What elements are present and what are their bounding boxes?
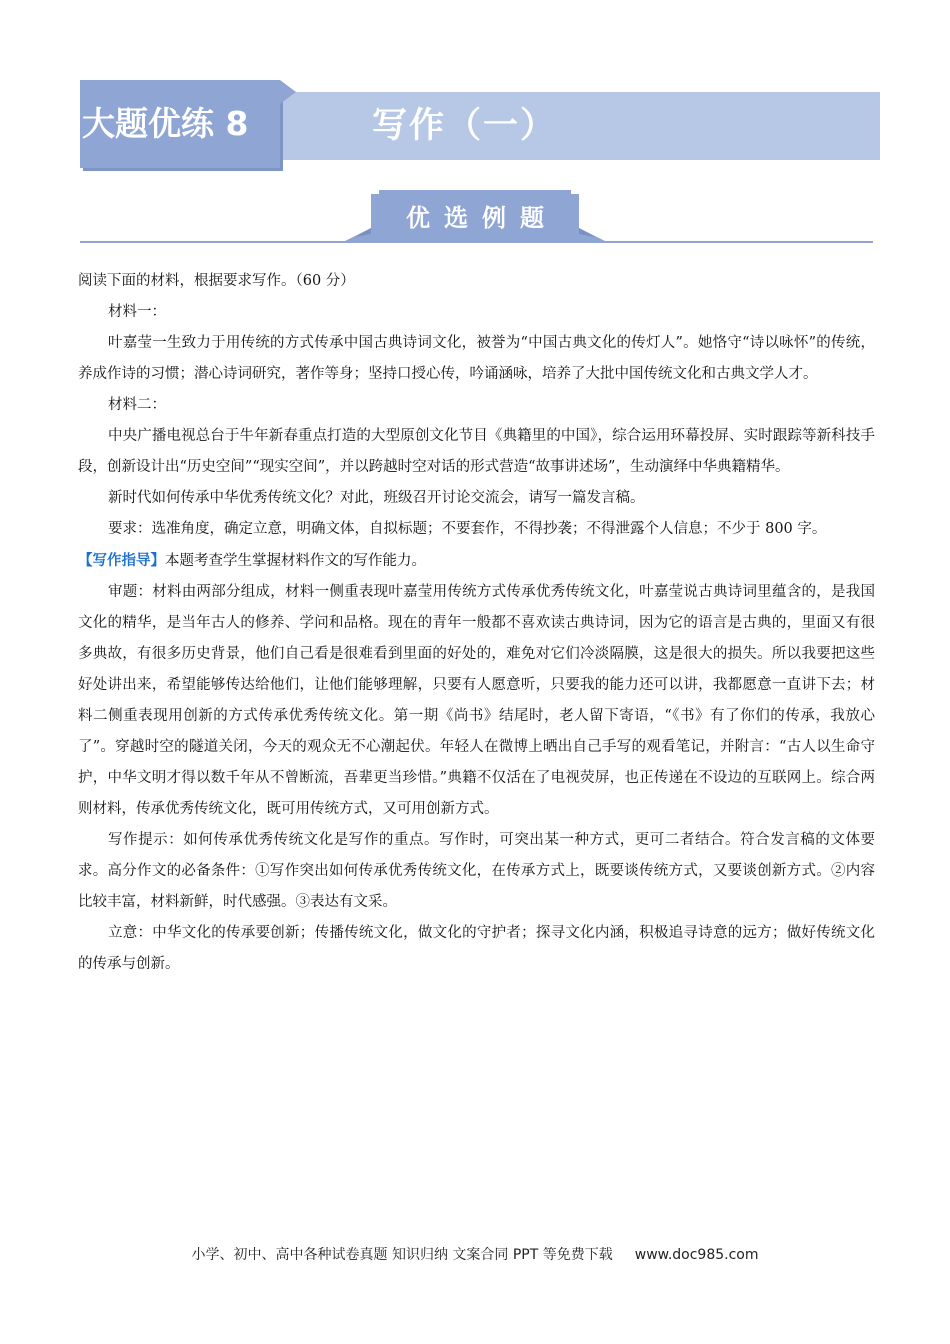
tips-paragraph: 写作提示：如何传承优秀传统文化是写作的重点。写作时，可突出某一种方式，更可二者结合。符合发言稿的文体要求。高分作文的必备条件：①写作突出如何传承优秀传统文化，在传承方式上，既要谈传统方式，又要谈创新方式。②内容比较丰富，材料新鲜，时代感强。③表达有文采。 xyxy=(78,832,875,910)
analysis-paragraph: 审题：材料由两部分组成，材料一侧重表现叶嘉莹用传统方式传承优秀传统文化，叶嘉莹说古典诗词里蕴含的，是我国文化的精华，是当年古人的修养、学问和品格。现在的青年一般都不喜欢读古典诗词，因为它的语言是古典的，里面又有很多典故，有很多历史背景，他们自己看是很难看到里面的好处的，难免对它们冷淡隔膜，这是很大的损失。所以我要把这些好处讲出来，希望能够传达给他们，让他们能够理解，只要有人愿意听，只要我的能力还可以讲，我都愿意一直讲下去；材料二侧重表现用创新的方式传承优秀传统文化。第一期《尚书》结尾时，老人留下寄语，“《书》有了你们的传承，我放心了”。穿越时空的隧道关闭，今天的观众无不心潮起伏。年轻人在微博上晒出自己手写的观看笔记，并附言：“古人以生命守护，中华文明才得以数千年从不曾断流，吾辈更当珍惜。”典籍不仅活在了电视荧屏，也正传递在不设边的互联网上。综合两则材料，传承优秀传统文化，既可用传统方式，又可用创新方式。 xyxy=(78,584,875,817)
footer-text: 小学、初中、高中各种试卷真题 知识归纳 文案合同 PPT 等免费下载 xyxy=(191,1247,613,1263)
section-heading-label: 优选例题 xyxy=(406,204,558,232)
intro-paragraph: 阅读下面的材料，根据要求写作。（60 分） xyxy=(78,273,355,289)
material2-paragraph: 中央广播电视总台于牛年新春重点打造的大型原创文化节目《典籍里的中国》，综合运用环幕投屏、实时跟踪等新科技手段，创新设计出“历史空间”“现实空间”，并以跨越时空对话的形式营造“故事讲述场”，生动演绎中华典籍精华。 xyxy=(78,428,875,475)
page-title: 写作（一） xyxy=(372,106,558,146)
material1-paragraph: 叶嘉莹一生致力于用传统的方式传承中国古典诗词文化，被誉为“中国古典文化的传灯人”。她恪守“诗以咏怀”的传统，养成作诗的习惯；潜心诗词研究，著作等身；坚持口授心传，吟诵涵咏，培养了大批中国传统文化和古典文学人才。 xyxy=(78,335,875,382)
banner-tag-label: 大题优练 8 xyxy=(82,104,249,143)
material1-label: 材料一： xyxy=(108,304,166,320)
section-heading xyxy=(345,190,605,242)
guide-tag: 【写作指导】 xyxy=(78,552,165,569)
requirement-paragraph: 要求：选准角度，确定立意，明确文体，自拟标题；不要套作，不得抄袭；不得泄露个人信息；不少于 800 字。 xyxy=(108,521,827,537)
thesis-paragraph: 立意：中华文化的传承要创新；传播传统文化，做文化的守护者；探寻文化内涵，积极追寻诗意的远方；做好传统文化的传承与创新。 xyxy=(78,925,875,972)
material2-label: 材料二： xyxy=(108,397,166,413)
page-footer xyxy=(0,1244,950,1264)
footer-url: www.doc985.com xyxy=(634,1247,759,1263)
banner-tag xyxy=(80,80,280,168)
guide-paragraph xyxy=(78,545,875,577)
task-paragraph: 新时代如何传承中华优秀传统文化？对此，班级召开讨论交流会，请写一篇发言稿。 xyxy=(108,490,645,506)
header-banner xyxy=(80,80,880,170)
document-body xyxy=(78,266,875,980)
guide-text: 本题考查学生掌握材料作文的写作能力。 xyxy=(165,553,426,569)
